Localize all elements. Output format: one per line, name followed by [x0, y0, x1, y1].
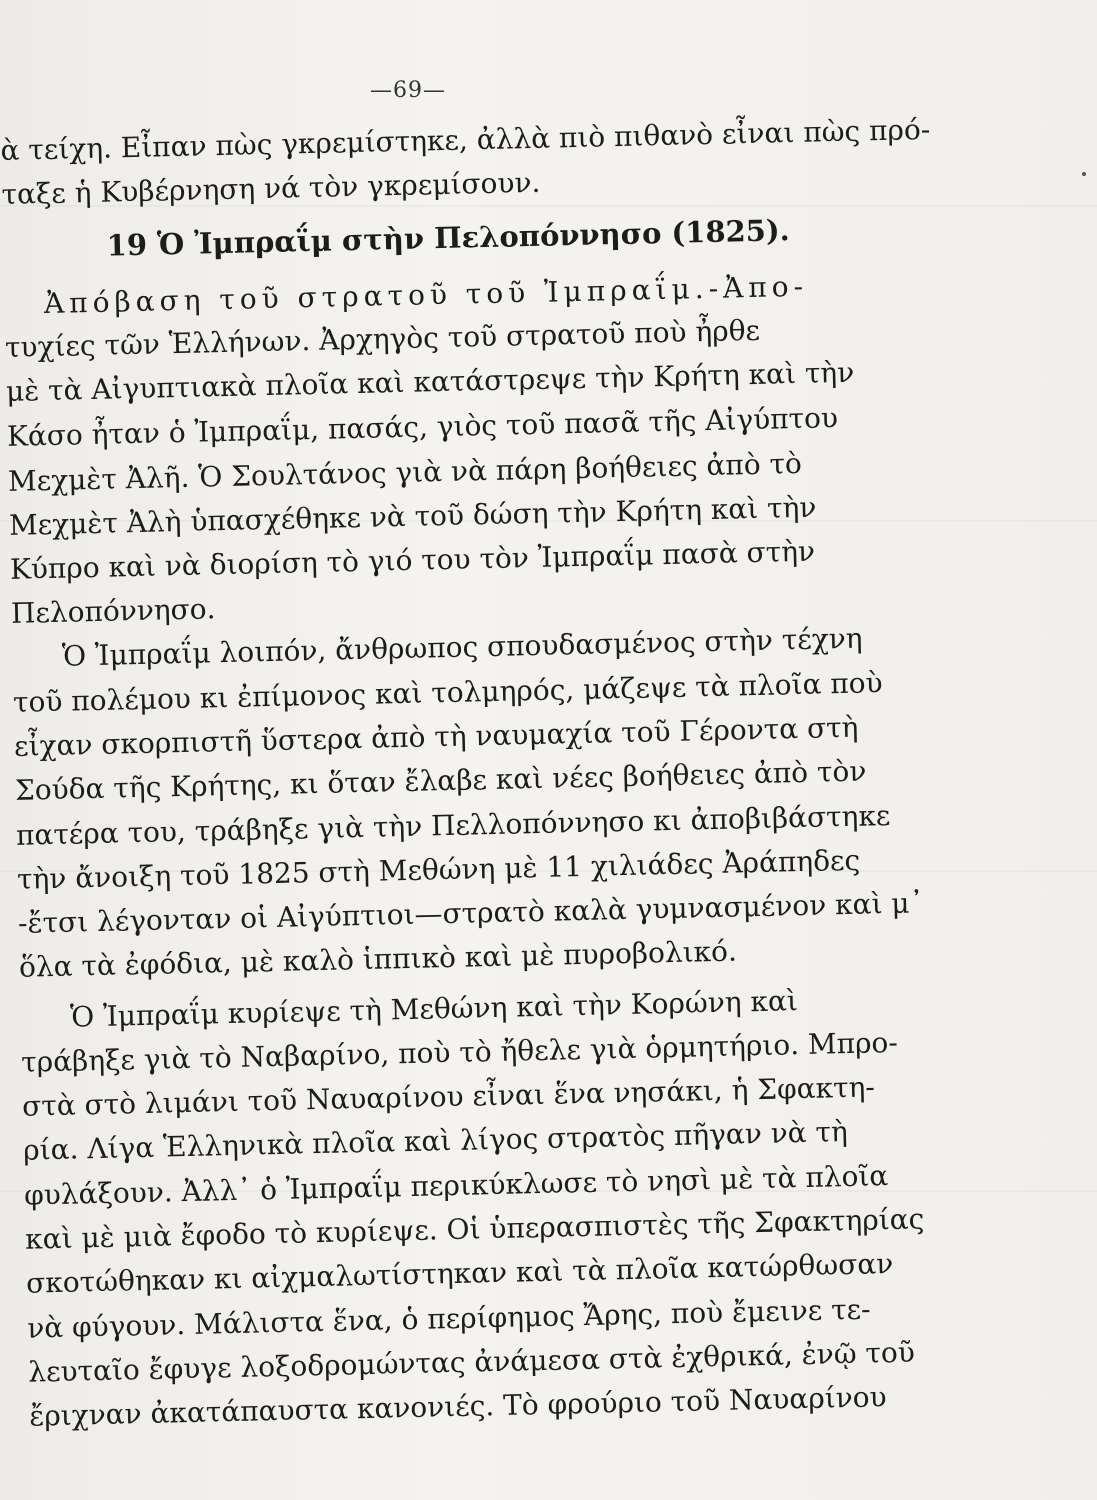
text-line: -ἔτσι λέγονταν οἱ Αἰγύπτιοι—στρατὸ καλὰ γυμνασμένον καὶ μ᾽	[17, 886, 924, 940]
text-line: ταξε ἡ Κυβέρνηση νά τὸν γκρεμίσουν.	[1, 165, 541, 211]
text-line: τὴν ἄνοιξη τοῦ 1825 στὴ Μεθώνη μὲ 11 χιλιάδες Ἀράπηδες	[16, 843, 861, 896]
text-line: πατέρα του, τράβηξε γιὰ τὴν Πελλοπόννησο κι ἀποβιβάστηκε	[15, 798, 891, 852]
text-line: Μεχμὲτ Ἀλὴ ὑπασχέθηκε νὰ τοῦ δώση τὴν Κρήτη καὶ τὴν	[8, 490, 817, 542]
text-line: στὰ στὸ λιμάνι τοῦ Ναυαρίνου εἶναι ἕνα νησάκι, ἡ Σφακτη-	[21, 1070, 876, 1123]
text-line: ὰ τείχη. Εἶπαν πὼς γκρεμίστηκε, ἀλλὰ πιὸ πιθανὸ εἶναι πὼς πρό-	[0, 112, 931, 167]
text-line: Ὁ Ἰμπραΐμ λοιπόν, ἄνθρωπος σπουδασμένος στὴν τέχνη	[61, 621, 863, 673]
page-number: —69—	[370, 78, 446, 103]
text-line: λευταῖο ἔφυγε λοξοδρομώντας ἀνάμεσα στὰ ἐχθρικά, ἐνῷ τοῦ	[27, 1335, 916, 1389]
text-line: Κάσο ἦταν ὁ Ἰμπραΐμ, πασάς, γιὸς τοῦ πασᾶ τῆς Αἰγύπτου	[6, 401, 839, 453]
text-line: ρία. Λίγα Ἑλληνικὰ πλοῖα καὶ λίγος στρατὸς πῆγαν νὰ τὴ	[22, 1115, 849, 1167]
text-line: τοῦ πολέμου κι ἐπίμονος καὶ τολμηρός, μάζεψε τὰ πλοῖα ποὺ	[12, 666, 883, 719]
text-line: εἶχαν σκορπιστῆ ὕστερα ἀπὸ τὴ ναυμαχία τοῦ Γέροντα στὴ	[13, 710, 859, 763]
text-line: Μεχμὲτ Ἀλῆ. Ὁ Σουλτάνος γιὰ νὰ πάρη βοήθειες ἀπὸ τὸ	[7, 446, 803, 498]
text-line: ἔριχναν ἀκατάπαυστα κανονιές. Τὸ φρούριο τοῦ Ναυαρίνου	[28, 1380, 887, 1433]
text-line: Ὁ Ἰμπραΐμ κυρίεψε τὴ Μεθώνη καὶ τὴν Κορώνη καὶ	[69, 984, 799, 1034]
text-line: Ἀπόβαση τοῦ στρατοῦ τοῦ Ἰμπραΐμ.-Ἀπο-	[43, 269, 809, 321]
text-line: Κύπρο καὶ νὰ διορίση τὸ γιό του τὸν Ἰμπραΐμ πασὰ στὴν	[9, 534, 816, 586]
text-line: Πελοπόννησο.	[10, 592, 216, 630]
text-line: ὅλα τὰ ἐφόδια, μὲ καλὸ ἱππικὸ καὶ μὲ πυροβολικό.	[18, 934, 738, 984]
body-text	[0, 105, 1000, 1433]
text-line: Σούδα τῆς Κρήτης, κι ὅταν ἔλαβε καὶ νέες βοήθειες ἀπὸ τὸν	[14, 754, 867, 807]
text-line: τυχίες τῶν Ἑλλήνων. Ἀρχηγὸς τοῦ στρατοῦ ποὺ ἦρθε	[4, 313, 761, 364]
text-line: μὲ τὰ Αἰγυπτιακὰ πλοῖα καὶ κατάστρεψε τὴν Κρήτη καὶ τὴν	[5, 355, 855, 408]
text-line: φυλάξουν. Ἀλλ᾽ ὁ Ἰμπραΐμ περικύκλωσε τὸ νησὶ μὲ τὰ πλοῖα	[23, 1159, 889, 1212]
text-line: τράβηξε γιὰ τὸ Ναβαρίνο, ποὺ τὸ ἤθελε γιὰ ὁρμητήριο. Μπρο-	[20, 1025, 899, 1079]
text-line: καὶ μὲ μιὰ ἔφοδο τὸ κυρίεψε. Οἱ ὑπερασπιστὲς τῆς Σφακτηρίας	[24, 1202, 925, 1256]
text-line: σκοτώθηκαν κι αἰχμαλωτίστηκαν καὶ τὰ πλοῖα κατώρθωσαν	[25, 1247, 894, 1300]
ink-dot	[1082, 172, 1086, 176]
section-heading: 19 Ὁ Ἰμπραΐμ στὴν Πελοπόννησο (1825).	[106, 213, 791, 263]
text-line: νὰ φύγουν. Μάλιστα ἕνα, ὁ περίφημος Ἄρης, ποὺ ἔμεινε τε-	[26, 1292, 871, 1345]
